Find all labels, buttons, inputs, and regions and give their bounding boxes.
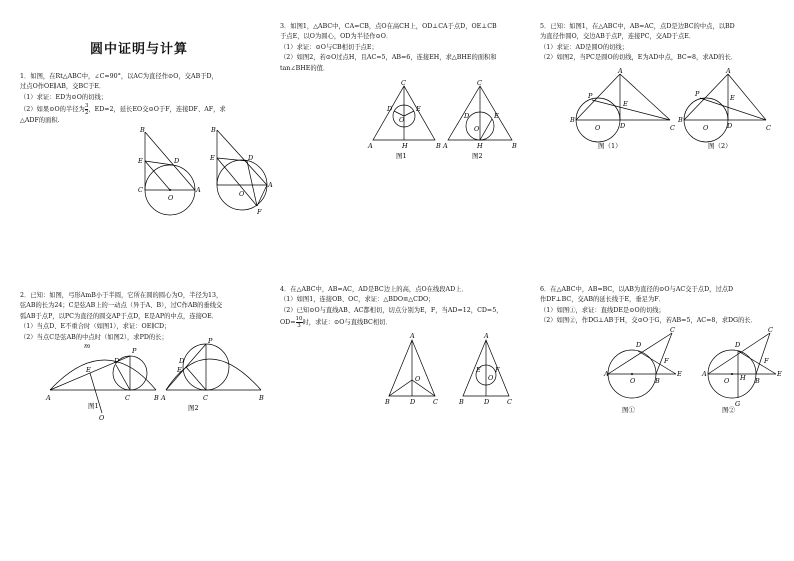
svg-text:C: C: [203, 394, 208, 402]
problem-4-line: （2）已知⊙O与直线AB、AC都相切，切点分别为E，F，当AD=12，CD=5，: [280, 306, 503, 314]
svg-text:D: D: [174, 157, 180, 165]
problem-5-line: 为直径作圆O，交边AB于点P，连接PC，交AD于点E．: [540, 33, 696, 41]
svg-text:O: O: [630, 377, 636, 385]
svg-text:F: F: [257, 208, 262, 216]
svg-text:A: A: [618, 67, 623, 75]
svg-text:O: O: [724, 377, 730, 385]
svg-text:B: B: [755, 377, 760, 385]
svg-text:C: C: [138, 186, 143, 194]
figure-caption: 图2: [472, 152, 483, 160]
svg-text:H: H: [477, 142, 483, 150]
svg-text:F: F: [495, 366, 500, 374]
svg-text:B: B: [678, 116, 683, 124]
svg-text:C: C: [768, 326, 773, 334]
svg-text:D: D: [387, 105, 393, 113]
problem-2-line: （1）当点D、E不重合时（如图1），求证：OE∥CD；: [20, 323, 171, 331]
svg-text:E: E: [476, 366, 481, 374]
svg-text:O: O: [399, 116, 405, 124]
geometry-figure: [385, 332, 525, 408]
svg-text:D: D: [114, 357, 120, 365]
svg-text:F: F: [664, 357, 669, 365]
svg-text:A: A: [368, 142, 373, 150]
figure-caption: 图2: [188, 404, 199, 412]
problem-5-line: 5．已知：如图1，在△ABC中，AB=AC，点D是边BC的中点，以BD: [540, 23, 735, 30]
problem-4-line: OD= $\frac{10}{3}$ 时，求证：⊙O与直线BC相切．: [280, 316, 392, 330]
svg-text:m: m: [84, 342, 91, 350]
svg-text:H: H: [740, 374, 746, 382]
svg-text:O: O: [415, 375, 421, 383]
problem-6-line: （2）如图②，作DG⊥AB于H，交⊙O于G，若AB=5，AC=8，求DG的长．: [540, 317, 757, 325]
svg-text:E: E: [777, 370, 782, 378]
problem-6-line: 6．在△ABC中，AB=BC，以AB为直径的⊙O与AC交于点D，过点D: [540, 286, 734, 293]
problem-4-figures: [385, 332, 525, 412]
fraction: $\frac{10}{3}$: [295, 316, 303, 330]
svg-text:O: O: [99, 414, 105, 422]
problem-6: [540, 285, 757, 327]
svg-text:A: A: [196, 186, 201, 194]
problem-1-figures: [132, 128, 282, 227]
problem-3-line: （2）如图2，若⊙O过点H，且AC=5，AB=6，连接EH，求△BHE的面积和: [280, 54, 497, 62]
svg-text:A: A: [161, 394, 166, 402]
svg-text:E: E: [210, 154, 215, 162]
problem-1-line: △ADF的面积.: [20, 117, 60, 125]
problem-3: [280, 22, 497, 74]
problem-2-line: 弦AB的长为24；C是弦AB上的一动点（异于A、B），过C作AB的垂线交: [20, 302, 223, 310]
svg-text:C: C: [766, 124, 771, 132]
svg-text:A: A: [702, 370, 707, 378]
problem-1-line: 过点O作OE∥AB，交BC于E．: [20, 83, 106, 91]
svg-text:B: B: [154, 394, 159, 402]
svg-text:C: C: [670, 326, 675, 334]
problem-5-line: （1）求证：AD是圆O的切线；: [540, 43, 629, 51]
svg-text:A: A: [726, 67, 731, 75]
figure-caption: 图1: [396, 152, 407, 160]
geometry-figure: [604, 328, 784, 418]
svg-text:E: E: [177, 366, 182, 374]
problem-4-line: 4．在△ABC中，AB=AC，AD是BC边上的高，点O在线段AD上．: [280, 286, 468, 293]
svg-text:D: D: [636, 341, 642, 349]
svg-text:E: E: [730, 94, 735, 102]
svg-text:O: O: [168, 194, 174, 202]
problem-4-line: （1）如图1，连接OB、OC，求证：△BDO≌△CDO；: [280, 296, 435, 304]
svg-text:A: A: [443, 142, 448, 150]
svg-text:C: C: [433, 398, 438, 406]
svg-text:C: C: [401, 79, 406, 87]
svg-text:B: B: [259, 394, 264, 402]
svg-text:A: A: [410, 332, 415, 340]
svg-text:B: B: [655, 377, 660, 385]
problem-5: [540, 22, 737, 64]
svg-text:O: O: [474, 125, 480, 133]
problem-4: [280, 285, 503, 329]
svg-text:C: C: [670, 124, 675, 132]
svg-text:P: P: [208, 337, 213, 345]
problem-2-figures: [46, 338, 271, 432]
geometry-figure: [368, 79, 517, 162]
svg-text:A: A: [46, 394, 51, 402]
svg-text:B: B: [140, 126, 145, 134]
svg-text:B: B: [385, 398, 390, 406]
svg-text:F: F: [764, 357, 769, 365]
svg-text:D: D: [410, 398, 416, 406]
svg-text:P: P: [132, 347, 137, 355]
problem-3-line: 3．如图1，△ABC中，CA=CB，点O在高CH上，OD⊥CA于点D，OE⊥CB: [280, 23, 497, 30]
figure-caption: 图①: [622, 406, 635, 414]
svg-text:D: D: [735, 341, 741, 349]
problem-1-line: （1）求证：ED为⊙O的切线；: [20, 93, 108, 101]
geometry-figure: [132, 128, 282, 223]
figure-caption: 图（1）: [598, 142, 622, 150]
problem-2: [20, 291, 222, 343]
svg-text:D: D: [620, 122, 626, 130]
svg-text:A: A: [268, 181, 273, 189]
problem-1: [20, 72, 226, 127]
svg-text:A: A: [604, 370, 609, 378]
page-title: 圆中证明与计算: [90, 42, 189, 57]
figure-caption: 图（2）: [708, 142, 732, 150]
svg-text:E: E: [623, 100, 628, 108]
svg-text:P: P: [695, 90, 700, 98]
svg-text:B: B: [459, 398, 464, 406]
geometry-figure: [570, 67, 780, 155]
svg-text:B: B: [211, 126, 216, 134]
svg-text:C: C: [125, 394, 130, 402]
svg-text:C: C: [507, 398, 512, 406]
svg-text:E: E: [494, 112, 499, 120]
problem-1-line: （2）如果⊙O的半径为 $\frac{3}{2}$ ，ED=2，延长EO交⊙O于F，连接DF、AF，求: [20, 103, 226, 117]
svg-text:E: E: [677, 370, 682, 378]
problem-2-line: 弧AB于点P，以PC为直径的圆交AP于点D，E是AP的中点，连接OE．: [20, 312, 218, 320]
svg-text:D: D: [179, 357, 185, 365]
svg-text:G: G: [735, 400, 741, 408]
problem-5-line: （2）如图2，当PC是圆O的切线，E为AD中点，BC=8，求AD的长．: [540, 54, 738, 62]
problem-3-line: 于点E，以O为圆心，OD为半径作⊙O．: [280, 33, 393, 41]
problem-3-line: （1）求证：⊙O与CB相切于点E；: [280, 43, 378, 51]
problem-6-figures: [604, 328, 784, 422]
figure-caption: 图1: [88, 402, 99, 410]
problem-3-line: tan∠BHE的值．: [280, 64, 330, 72]
svg-text:D: D: [484, 398, 490, 406]
problem-1-line: 1．如图，在Rt△ABC中，∠C=90°，以AC为直径作⊙O，交AB于D，: [20, 73, 218, 80]
svg-text:E: E: [416, 105, 421, 113]
svg-text:O: O: [239, 190, 245, 198]
svg-text:O: O: [703, 124, 709, 132]
problem-2-line: （2）当点C是弦AB的中点时（如图2），求PD的长；: [20, 333, 168, 341]
svg-text:O: O: [488, 374, 494, 382]
figure-caption: 图②: [722, 406, 735, 414]
svg-text:D: D: [727, 122, 733, 130]
fraction: $\frac{3}{2}$: [84, 103, 89, 117]
problem-6-line: （1）如图①，求证：直线DE是⊙O的切线；: [540, 306, 665, 314]
svg-text:B: B: [436, 142, 441, 150]
svg-text:C: C: [477, 79, 482, 87]
svg-text:P: P: [588, 92, 593, 100]
svg-text:O: O: [595, 124, 601, 132]
geometry-figure: [46, 338, 271, 428]
svg-text:A: A: [484, 332, 489, 340]
svg-text:D: D: [464, 112, 470, 120]
svg-text:E: E: [86, 366, 91, 374]
svg-text:D: D: [248, 154, 254, 162]
problem-5-figures: [570, 67, 780, 159]
svg-text:E: E: [138, 157, 143, 165]
svg-text:H: H: [402, 142, 408, 150]
svg-text:B: B: [512, 142, 517, 150]
problem-2-line: 2．已知：如图，弓形AmB小于半圆，它所在圆的圆心为O，半径为13，: [20, 292, 223, 299]
problem-3-figures: [368, 79, 517, 166]
svg-text:B: B: [570, 116, 575, 124]
problem-6-line: 作DF⊥BC，交AB的延长线于E，垂足为F．: [540, 296, 665, 304]
